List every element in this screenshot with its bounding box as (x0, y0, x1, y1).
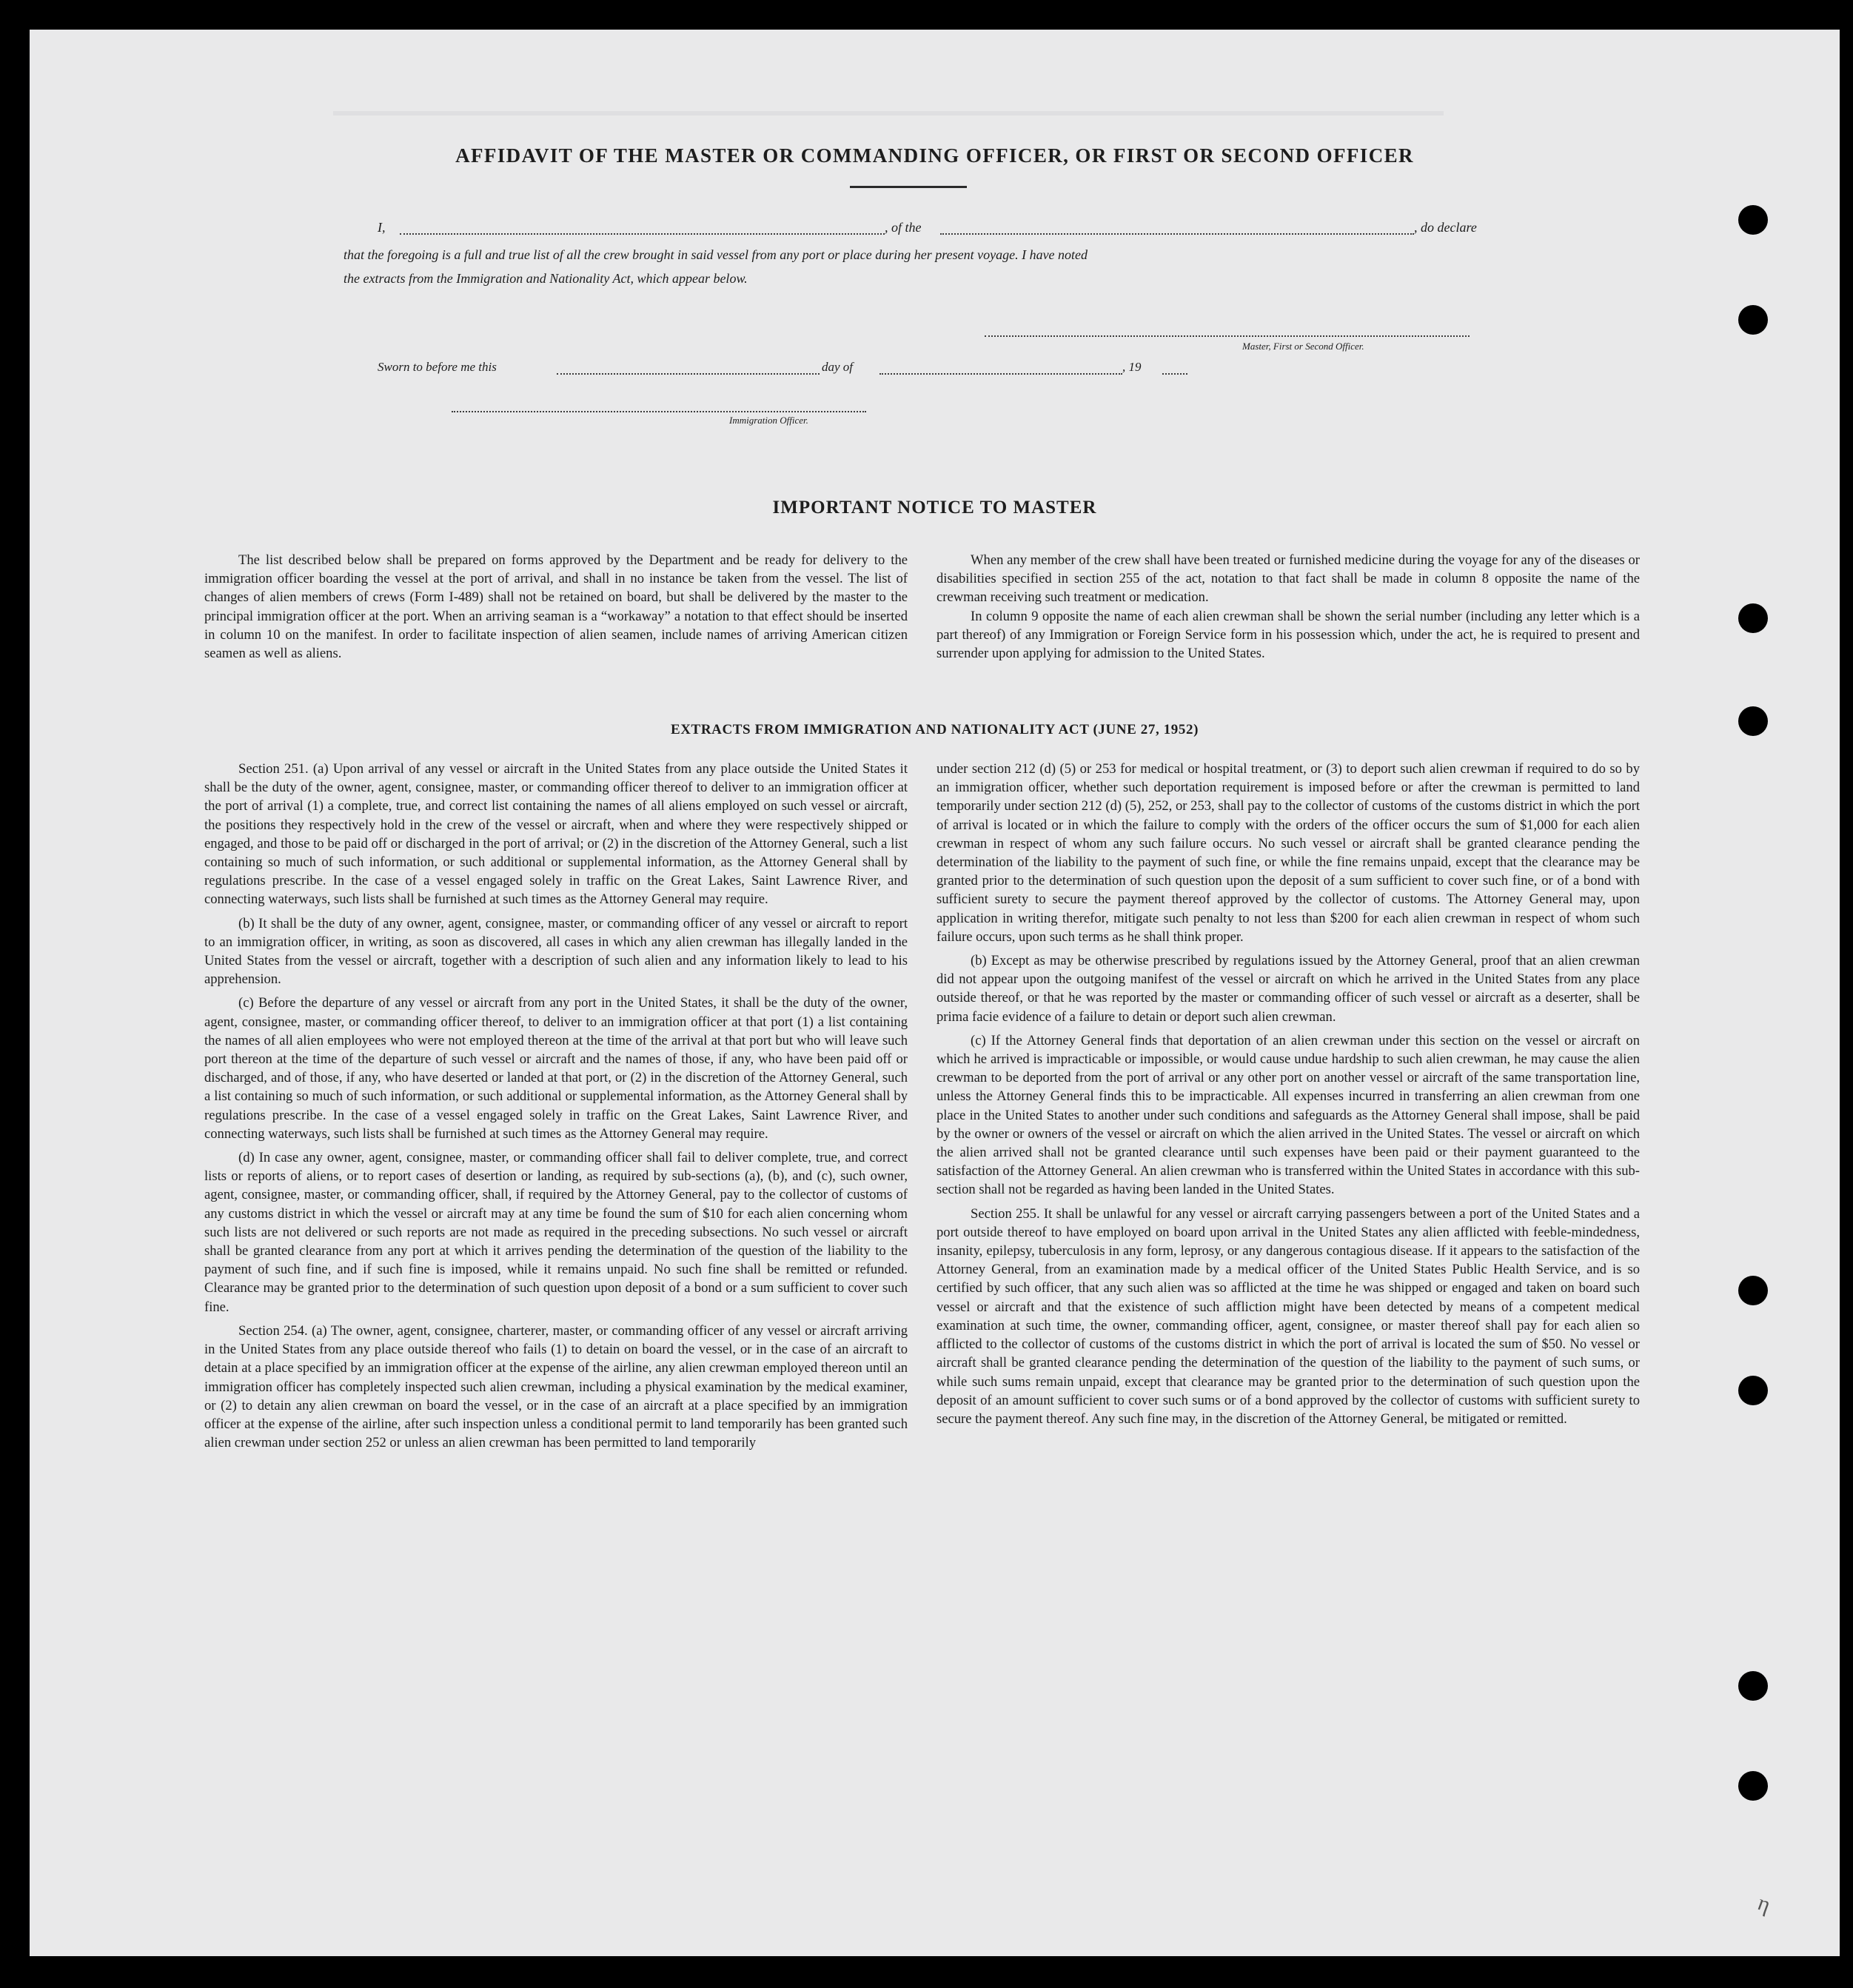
notice-right-paragraph-1: When any member of the crew shall have been treated or furnished medicine during the voyage for any of the diseases or disabilities specified in section 255 of the act, notation to that fact shall be made in column 8 opposite the name of the crewman receiving such treatment or medication. (936, 552, 1640, 606)
extracts-left-column (204, 760, 908, 1457)
day-of-label: day of (822, 360, 854, 374)
sworn-label: Sworn to before me this (378, 360, 497, 374)
do-declare-label: , do declare (1414, 220, 1477, 235)
punch-hole (1738, 205, 1768, 235)
officer-label: Immigration Officer. (729, 415, 808, 426)
of-the-label: , of the (885, 220, 922, 235)
punch-hole (1738, 1376, 1768, 1405)
section-255: Section 255. It shall be unlawful for any vessel or aircraft carrying passengers between a port of the United States and a port outside thereof to have employed on board upon arrival in the United States any alien afflicted with feeble-mindedness, insanity, epilepsy, tuberculosis in any form, leprosy, or any dangerous contagious disease. If it appears to the satisfaction of the Attorney General, from an examination made by a medical officer of the United States Public Health Service, and is so certified by such officer, that any such alien was so afflicted at the time he was shipped or engaged and taken on board such vessel or aircraft and that the existence of such affliction might have been detected by means of a competent medical examination at such time, the owner, commanding officer, agent, consignee, or master thereof shall pay for each alien so afflicted to the collector of customs of the customs district in which the port of arrival is located the sum of $50. No vessel or aircraft shall be granted clearance pending the determination of the question of the liability to the payment of such sums, or while such sums remain unpaid, except that clearance may be granted prior to the determination of such question upon the deposit of an amount sufficient to cover such sums or of a bond approved by the collector of customs with sufficient surety to secure the payment thereof. Any such fine may, in the discretion of the Attorney General, be mitigated or remitted. (936, 1205, 1640, 1427)
notice-left-column (204, 551, 908, 668)
section-254-b: (b) Except as may be otherwise prescribed by regulations issued by the Attorney General, proof that an alien crewman did not appear upon the outgoing manifest of the vessel or aircraft on which he arrived in the United States from any place outside thereof, or that he was reported by the master or commanding officer of such vessel or aircraft as a deserter, shall be prima facie evidence of a failure to detain or deport such alien crewman. (936, 953, 1640, 1025)
punch-hole (1738, 603, 1768, 633)
document-page (30, 30, 1840, 1956)
notice-title: IMPORTANT NOTICE TO MASTER (772, 498, 1097, 518)
notice-right-paragraph-2: In column 9 opposite the name of each alien crewman shall be shown the serial number (including any letter which is a part thereof) of any Immigration or Foreign Service form in his possession which, under the act, he is required to present and surrender upon applying for admission to the United States. (936, 608, 1640, 662)
affidavit-title: AFFIDAVIT OF THE MASTER OR COMMANDING OFFICER, OR FIRST OR SECOND OFFICER (455, 144, 1414, 167)
section-251-b: (b) It shall be the duty of any owner, agent, consignee, master, or commanding officer of any vessel or aircraft to report to an immigration officer, in writing, as soon as discovered, all cases in which any alien crewman has illegally landed in the United States from the vessel or aircraft, together with a description of such alien and any information likely to lead to his apprehension. (204, 915, 908, 988)
affidavit-prefix: I, (378, 220, 386, 235)
officer-signature-line[interactable] (452, 411, 866, 412)
punch-hole (1738, 305, 1768, 335)
corner-handwritten-mark: η (1755, 1890, 1775, 1918)
punch-hole (1738, 706, 1768, 736)
section-254-a-continued: under section 212 (d) (5) or 253 for medical or hospital treatment, or (3) to deport such alien crewman if required to do so by an immigration officer, whether such deportation requirement is imposed before or after the crewman is permitted to land temporarily under section 212 (d) (5), 252, or 253, shall pay to the collector of customs of the customs district in which the port of arrival is located or in which the failure to comply with the orders of the officer occurs the sum of $1,000 for each alien crewman in respect of whom any such failure occurs. No such vessel or aircraft shall be granted clearance pending the determination of the liability to the payment of such fine, or while the fine remains unpaid, except that the clearance may be granted prior to the determination of such question upon the deposit of a sum sufficient to cover such fine, or of a bond with sufficient surety to secure the payment thereof approved by the collector of customs. The Attorney General may, upon application in writing therefor, mitigate such penalty to not less than $200 for each alien crewman in respect of whom such failure occurs, upon such terms as he shall think proper. (936, 761, 1640, 945)
master-label: Master, First or Second Officer. (1242, 341, 1364, 352)
vessel-field-line[interactable] (940, 233, 1414, 235)
notice-right-column (936, 551, 1640, 668)
year-label: , 19 (1122, 360, 1142, 374)
sworn-month-line[interactable] (879, 373, 1122, 375)
title-rule (850, 186, 967, 188)
section-251-d: (d) In case any owner, agent, consignee, master, or commanding officer shall fail to deliver complete, true, and correct lists or reports of aliens, or to report cases of desertion or landing, as required by sub-sections (a), (b), and (c), such owner, agent, consignee, master, or commanding officer, shall, if required by the Attorney General, pay to the collector of customs of any customs district in which the vessel or aircraft may at any time be found the sum of $10 for each alien concerning whom such lists are not delivered or such reports are not made as required in the preceding subsections. No such vessel or aircraft shall be granted clearance from any port at which it arrives pending the determination of the question of the liability to the payment of such fine, and if such fine is imposed, while it remains unpaid. No such fine shall be remitted or refunded. Clearance may be granted prior to the determination of such question upon deposit of a bond or a sum sufficient to cover such fine. (204, 1150, 908, 1315)
section-254-c: (c) If the Attorney General finds that deportation of an alien crewman under this section on the vessel or aircraft on which he arrived is impracticable or impossible, or would cause undue hardship to such alien crewman, he may cause the alien crewman to be deported from the port of arrival or any other port on another vessel or aircraft of the same transportation line, unless the Attorney General finds this to be impracticable. All expenses incurred in transferring an alien crewman from one place in the United States to another under such conditions and safeguards as the Attorney General shall impose, shall be paid by the owner or owners of the vessel or aircraft on which the alien arrived in the United States. The vessel or aircraft on which the alien arrived shall not be granted clearance until such expenses have been paid or their payment guaranteed to the satisfaction of the Attorney General. An alien crewman who is transferred within the United States in accordance with this sub-section shall not be regarded as having been landed in the United States. (936, 1032, 1640, 1198)
affidavit-line-3: the extracts from the Immigration and Nationality Act, which appear below. (344, 271, 748, 286)
sworn-day-line[interactable] (557, 373, 820, 375)
name-field-line[interactable] (400, 233, 885, 235)
section-251-a: Section 251. (a) Upon arrival of any vessel or aircraft in the United States from any place outside the United States it shall be the duty of the owner, agent, consignee, master, or commanding officer thereof to deliver to an immigration officer at the port of arrival (1) a complete, true, and correct list containing the names of all aliens employed on such vessel or aircraft, the positions they respectively hold in the crew of the vessel or aircraft, when and where they were respectively shipped or engaged, and those to be paid off or discharged in the port of arrival; or (2) in the discretion of the Attorney General, such a list containing so much of such information, or such additional or supplemental information, as the Attorney General shall by regulations prescribe. In the case of a vessel engaged solely in traffic on the Great Lakes, Saint Lawrence River, and connecting waterways, such lists shall be furnished at such times as the Attorney General may require. (204, 761, 908, 908)
extracts-right-column (936, 760, 1640, 1433)
punch-hole (1738, 1276, 1768, 1305)
master-signature-line[interactable] (985, 335, 1470, 337)
punch-hole (1738, 1771, 1768, 1801)
extracts-title: EXTRACTS FROM IMMIGRATION AND NATIONALITY ACT (JUNE 27, 1952) (670, 722, 1199, 737)
section-251-c: (c) Before the departure of any vessel or aircraft from any port in the United States, it shall be the duty of the owner, agent, consignee, master, or commanding officer thereof, to deliver to an immigration officer at that port (1) a list containing the names of all alien employees who were not employed thereon at the time of the arrival at that port but who will leave such port thereon at the time of the departure of such vessel or aircraft and the names of those, if any, who have been paid off or discharged, and of those, if any, who have deserted or landed at that port, or (2) in the discretion of the Attorney General, such a list containing so much of such information, or such additional or supplemental information, as the Attorney General shall by regulations prescribe. In the case of a vessel engaged solely in traffic on the Great Lakes, Saint Lawrence River, and connecting waterways, such lists shall be furnished at such times as the Attorney General may require. (204, 995, 908, 1142)
punch-hole (1738, 1671, 1768, 1701)
notice-left-paragraph: The list described below shall be prepared on forms approved by the Department and be ready for delivery to the immigration officer boarding the vessel at the port of arrival, and shall in no instance be taken from the vessel. The list of changes of alien members of crews (Form I-489) shall not be retained on board, but shall be delivered by the master to the principal immigration officer at the port. When an arriving seaman is a “workaway” a notation to that effect should be inserted in column 10 on the manifest. In order to facilitate inspection of alien seamen, include names of arriving American citizen seamen as well as aliens. (204, 552, 908, 662)
affidavit-line-2: that the foregoing is a full and true list of all the crew brought in said vessel from any port or place during her present voyage. I have noted (344, 247, 1088, 262)
sworn-year-line[interactable] (1162, 373, 1187, 375)
section-254-a: Section 254. (a) The owner, agent, consignee, charterer, master, or commanding officer of any vessel or aircraft arriving in the United States from any place outside thereof who fails (1) to detain on board the vessel, or in the case of an aircraft to detain at a place specified by an immigration officer at the expense of the airline, any alien crewman employed thereon until an immigration officer has completely inspected such alien crewman, including a physical examination by the medical examiner, or (2) to detain any alien crewman on board the vessel, or in the case of an aircraft at a place specified by an immigration officer at the expense of the airline, after such inspection unless a conditional permit to land temporarily has been granted such alien crewman under section 252 or unless an alien crewman has been permitted to land temporarily (204, 1322, 908, 1451)
